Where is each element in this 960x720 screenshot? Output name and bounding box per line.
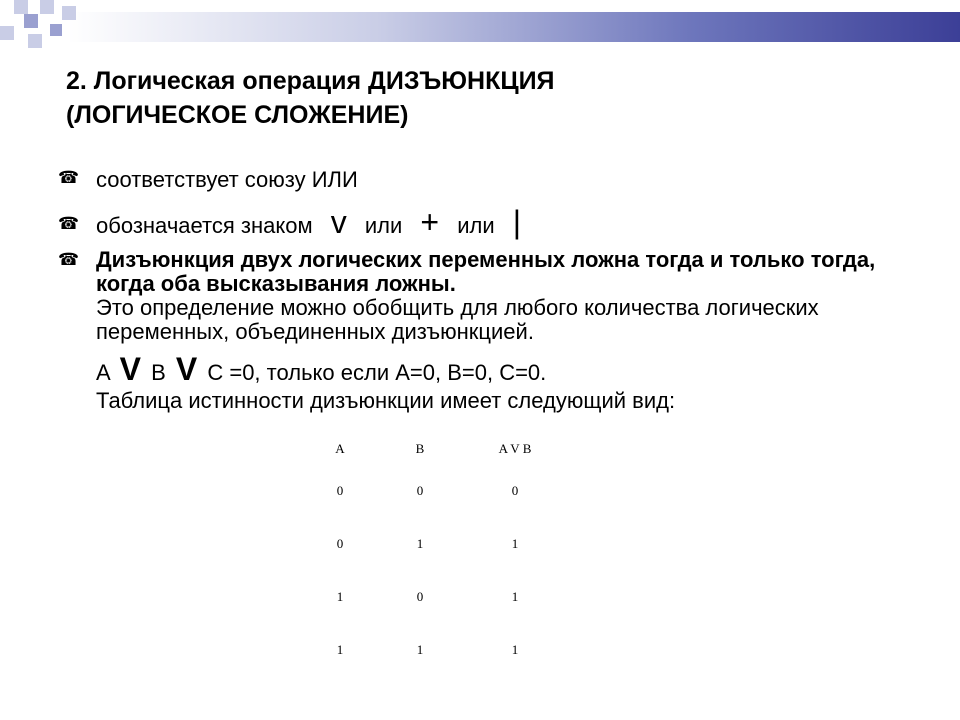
formula-vee-2: V [175,351,198,387]
table-cell: 1 [511,535,519,551]
bullet-item-3 [58,248,938,414]
decor-square [40,0,54,14]
decor-square [28,34,42,48]
bullet-item-1 [58,166,938,194]
definition-bold: Дизъюнкция двух логических переменных ложна тогда и только тогда, когда оба высказывания ложны. [96,247,876,296]
decor-square [50,24,62,36]
table-cell: 0 [511,482,519,498]
table-row [300,464,570,517]
decor-square [62,6,76,20]
table-row [300,623,570,676]
table-header-row [300,434,570,464]
formula-var-a: A [96,360,110,385]
bullet-item-2 [58,206,938,242]
table-row [300,517,570,570]
formula [96,351,938,388]
table-header-cell: A [335,441,345,456]
table-cell: 1 [511,588,519,604]
table-cell: 1 [416,641,424,657]
formula-var-b: B [151,360,166,385]
definition-generalization: Это определение можно обобщить для любого количества логических переменных, объединенных дизъюнкцией. [96,295,819,344]
telephone-bullet-icon: ☎ [58,250,80,270]
disjunction-symbol-bar: | [512,204,522,240]
table-cell: 1 [336,641,344,657]
or-word: или [457,213,495,238]
table-cell: 1 [416,535,424,551]
formula-rest: C =0, только если A=0, B=0, C=0. [207,360,547,385]
formula-vee-1: V [119,351,141,387]
title-line-2: (ЛОГИЧЕСКОЕ СЛОЖЕНИЕ) [66,101,409,129]
truth-table [300,434,570,676]
table-cell: 0 [416,482,424,498]
table-header-cell: A V B [498,441,532,456]
table-header-cell: B [415,441,425,456]
truth-table-intro: Таблица истинности дизъюнкции имеет следующий вид: [96,388,676,413]
title-line-1: 2. Логическая операция ДИЗЪЮНКЦИЯ [66,67,555,95]
telephone-bullet-icon: ☎ [58,168,80,188]
decor-square [0,26,14,40]
table-row [300,570,570,623]
header-gradient-band [68,12,960,42]
page-title [66,64,926,132]
or-word: или [364,213,403,238]
table-cell: 1 [336,588,344,604]
disjunction-symbol-v: v [330,204,347,240]
table-cell: 0 [336,535,344,551]
bullet-text: обозначается знаком [96,213,313,238]
decor-square [24,14,38,28]
disjunction-symbol-plus: + [420,204,440,240]
bullet-text: соответствует союзу ИЛИ [96,167,358,192]
decor-square [14,0,28,14]
bullet-list [58,166,938,414]
table-cell: 0 [336,482,344,498]
telephone-bullet-icon: ☎ [58,214,80,234]
table-cell: 1 [511,641,519,657]
table-cell: 0 [416,588,424,604]
